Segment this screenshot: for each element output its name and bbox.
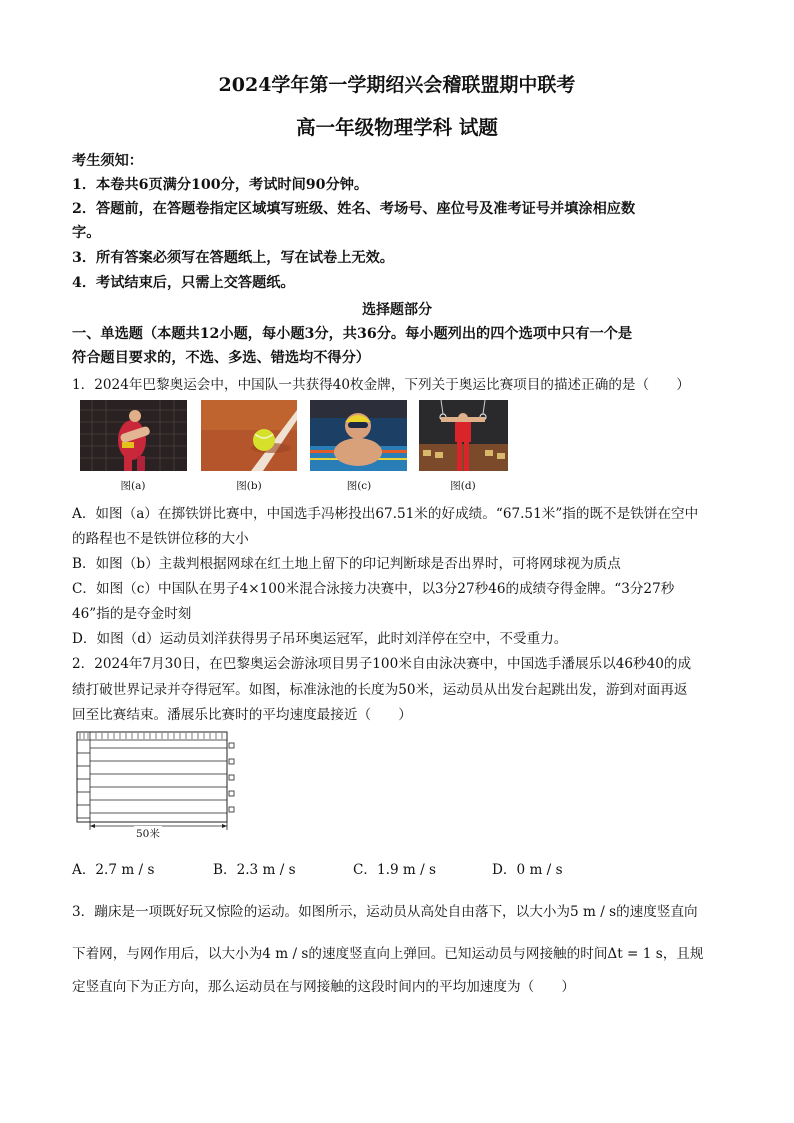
notice-item: 字。 bbox=[72, 225, 101, 241]
question-1-option-a-cont: 的路程也不是铁饼位移的大小 bbox=[72, 531, 249, 547]
question-3-stem: 定竖直向下为正方向，那么运动员在与网接触的这段时间内的平均加速度为（ ） bbox=[72, 979, 575, 995]
question-2-stem: 2．2024年7月30日，在巴黎奥运会游泳项目男子100米自由泳决赛中，中国选手潘展乐以46秒40的成 bbox=[72, 656, 692, 672]
notice-heading: 考生须知： bbox=[72, 153, 143, 169]
question-3-stem: 3．蹦床是一项既好玩又惊险的运动。如图所示，运动员从高处自由落下，以大小为5 m / s的速度竖直向 bbox=[72, 904, 698, 920]
exam-subtitle: 高一年级物理学科 试题 bbox=[296, 116, 498, 139]
question-1-option-a: A．如图（a）在掷铁饼比赛中，中国选手冯彬投出67.51米的好成绩。“67.51米”指的既不是铁饼在空中 bbox=[72, 506, 699, 522]
notice-item: 1．本卷共6页满分100分，考试时间90分钟。 bbox=[72, 177, 369, 193]
caption-d: 图(d) bbox=[450, 480, 476, 492]
photo-discus bbox=[80, 400, 187, 471]
question-2-option-a: A．2.7 m / s bbox=[72, 862, 155, 878]
section-instruction: 一、单选题（本题共12小题，每小题3分，共36分。每小题列出的四个选项中只有一个是 bbox=[72, 326, 633, 342]
notice-item: 2．答题前，在答题卷指定区域填写班级、姓名、考场号、座位号及准考证号并填涂相应数 bbox=[72, 201, 636, 217]
notice-item: 4．考试结束后，只需上交答题纸。 bbox=[72, 275, 295, 291]
question-1-option-c-cont: 46”指的是夺金时刻 bbox=[72, 606, 192, 622]
section-instruction: 符合题目要求的，不选、多选、错选均不得分） bbox=[72, 350, 370, 366]
question-2-stem: 回至比赛结束。潘展乐比赛时的平均速度最接近（ ） bbox=[72, 707, 412, 723]
question-2-option-d: D．0 m / s bbox=[492, 862, 563, 878]
question-2-stem: 绩打破世界记录并夺得冠军。如图，标准泳池的长度为50米，运动员从出发台起跳出发，游到对面再返 bbox=[72, 682, 688, 698]
question-1-option-d: D．如图（d）运动员刘洋获得男子吊环奥运冠军，此时刘洋停在空中，不受重力。 bbox=[72, 631, 568, 647]
caption-b: 图(b) bbox=[236, 480, 262, 492]
question-1-stem: 1．2024年巴黎奥运会中，中国队一共获得40枚金牌，下列关于奥运比赛项目的描述正确的是（ ） bbox=[72, 377, 690, 393]
caption-c: 图(c) bbox=[346, 480, 372, 492]
notice-item: 3．所有答案必须写在答题纸上，写在试卷上无效。 bbox=[72, 250, 394, 266]
caption-a: 图(a) bbox=[120, 480, 146, 492]
question-2-option-b: B．2.3 m / s bbox=[213, 862, 296, 878]
pool-diagram bbox=[76, 730, 246, 840]
question-3-stem: 下着网，与网作用后，以大小为4 m / s的速度竖直向上弹回。已知运动员与网接触的时间Δt = 1 s，且规 bbox=[72, 946, 704, 962]
photo-tennis bbox=[201, 400, 297, 471]
question-1-option-c: C．如图（c）中国队在男子4×100米混合泳接力决赛中，以3分27秒46的成绩夺得金牌。“3分27秒 bbox=[72, 581, 675, 597]
pool-length-label: 50米 bbox=[136, 828, 160, 840]
photo-swimmer bbox=[310, 400, 407, 471]
question-1-option-b: B．如图（b）主裁判根据网球在红土地上留下的印记判断球是否出界时，可将网球视为质点 bbox=[72, 556, 621, 572]
exam-title: 2024学年第一学期绍兴会稽联盟期中联考 bbox=[218, 74, 576, 96]
question-2-option-c: C．1.9 m / s bbox=[353, 862, 437, 878]
photo-gymnast bbox=[419, 400, 508, 471]
section-title: 选择题部分 bbox=[362, 302, 432, 318]
